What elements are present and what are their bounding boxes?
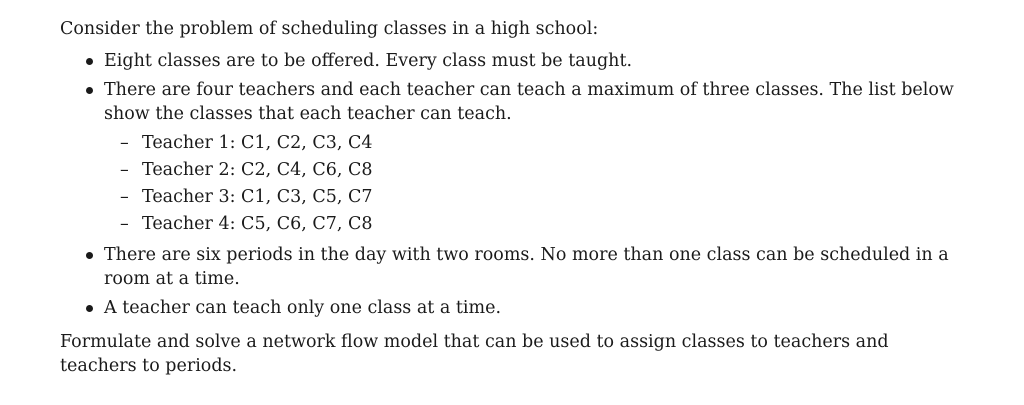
- teacher-text: Teacher 4: C5, C6, C7, C8: [142, 214, 373, 234]
- intro-paragraph: Consider the problem of scheduling classes in a high school:: [60, 19, 599, 39]
- bullet-dot-icon: [86, 252, 93, 259]
- teacher-text: Teacher 2: C2, C4, C6, C8: [142, 160, 373, 180]
- bullet-text: There are six periods in the day with two rooms. No more than one class can be scheduled in a room at a time.: [104, 245, 949, 289]
- problem-statement: [60, 17, 970, 378]
- teacher-text: Teacher 1: C1, C2, C3, C4: [142, 133, 373, 153]
- bullet-text: A teacher can teach only one class at a time.: [104, 298, 502, 318]
- closing-paragraph: Formulate and solve a network flow model that can be used to assign classes to teachers and teachers to periods.: [60, 332, 889, 376]
- teacher-text: Teacher 3: C1, C3, C5, C7: [142, 187, 373, 207]
- bullet-text: Eight classes are to be offered. Every class must be taught.: [104, 51, 633, 71]
- dash-icon: –: [120, 214, 129, 234]
- bullet-dot-icon: [86, 87, 93, 94]
- bullet-dot-icon: [86, 58, 93, 65]
- teacher-item: [104, 157, 970, 184]
- bullet-dot-icon: [86, 305, 93, 312]
- bullet-item-periods: [60, 243, 970, 291]
- bullet-list: [60, 49, 970, 320]
- teacher-item: [104, 130, 970, 157]
- bullet-item-teachers: [60, 78, 970, 238]
- dash-icon: –: [120, 187, 129, 207]
- bullet-text: There are four teachers and each teacher can teach a maximum of three classes. The list below show the classes that each teacher can teach.: [104, 80, 954, 124]
- dash-icon: –: [120, 160, 129, 180]
- teacher-list: [104, 130, 970, 238]
- teacher-item: [104, 211, 970, 238]
- teacher-item: [104, 184, 970, 211]
- dash-icon: –: [120, 133, 129, 153]
- bullet-item-one-class: [60, 296, 970, 320]
- bullet-item-classes: [60, 49, 970, 73]
